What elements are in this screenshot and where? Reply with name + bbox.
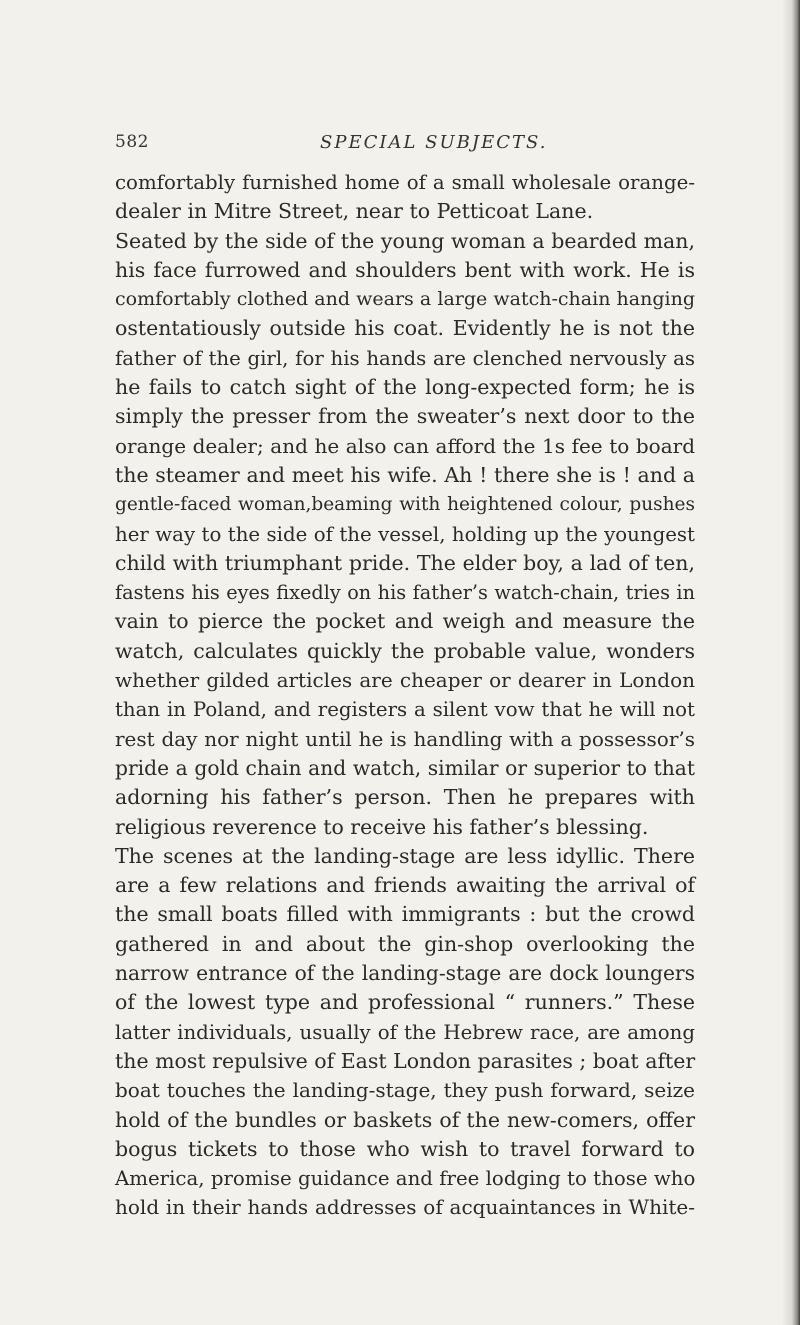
text-line: pride a gold chain and watch, similar or superior to that <box>115 755 695 780</box>
text-line: her way to the side of the vessel, holding up the youngest <box>115 522 695 546</box>
page-number: 582 <box>115 132 149 152</box>
page-header <box>115 132 685 158</box>
body-text <box>115 168 695 1223</box>
text-line: hold in their hands addresses of acquaintances in White- <box>115 1195 695 1220</box>
text-line: latter individuals, usually of the Hebrew race, are among <box>115 1020 695 1044</box>
text-line: dealer in Mitre Street, near to Petticoat Lane. <box>115 199 594 224</box>
text-line: ostentatiously outside his coat. Evidently he is not the <box>115 316 695 341</box>
text-line: Seated by the side of the young woman a bearded man, <box>115 228 695 253</box>
text-line: adorning his father’s person. Then he prepares with <box>115 785 695 810</box>
text-line: religious reverence to receive his father’s blessing. <box>115 814 649 839</box>
text-line: his face furrowed and shoulders bent with work. He is <box>115 257 695 282</box>
text-line: The scenes at the landing-stage are less idyllic. There <box>115 843 695 868</box>
running-head: SPECIAL SUBJECTS. <box>320 132 548 153</box>
text-line: father of the girl, for his hands are clenched nervously as <box>115 346 695 370</box>
text-line: gentle-faced woman,beaming with heightened colour, pushes <box>115 494 695 516</box>
text-line: narrow entrance of the landing-stage are dock loungers <box>115 961 695 986</box>
text-line: orange dealer; and he also can afford the 1s fee to board <box>115 433 695 458</box>
text-line: hold of the bundles or baskets of the new-comers, offer <box>115 1107 695 1132</box>
text-line: gathered in and about the gin-shop overlooking the <box>115 931 695 956</box>
text-line: bogus tickets to those who wish to travel forward to <box>115 1136 695 1161</box>
text-line: whether gilded articles are cheaper or dearer in London <box>115 668 695 693</box>
text-line: comfortably furnished home of a small wholesale orange- <box>115 171 695 194</box>
text-line: boat touches the landing-stage, they push forward, seize <box>115 1078 695 1103</box>
text-line: than in Poland, and registers a silent vow that he will not <box>115 698 695 722</box>
text-line: the small boats filled with immigrants : but the crowd <box>115 902 695 927</box>
text-line: comfortably clothed and wears a large watch-chain hanging <box>115 288 695 311</box>
text-line: the steamer and meet his wife. Ah ! there she is ! and a <box>115 462 695 487</box>
text-line: simply the presser from the sweater’s next door to the <box>115 404 695 429</box>
text-line: the most repulsive of East London parasites ; boat after <box>115 1048 696 1073</box>
text-line: are a few relations and friends awaiting the arrival of <box>115 873 695 898</box>
text-line: of the lowest type and professional “ runners.” These <box>115 990 695 1015</box>
text-line: rest day nor night until he is handling with a possessor’s <box>115 726 695 751</box>
text-line: fastens his eyes fixedly on his father’s watch-chain, tries in <box>115 581 695 605</box>
text-line: child with triumphant pride. The elder boy, a lad of ten, <box>115 550 695 575</box>
text-line: vain to pierce the pocket and weigh and measure the <box>115 609 695 634</box>
page-edge-shadow <box>782 0 800 1325</box>
text-line: America, promise guidance and free lodging to those who <box>115 1167 696 1191</box>
text-line: watch, calculates quickly the probable value, wonders <box>115 638 695 663</box>
text-line: he fails to catch sight of the long-expected form; he is <box>115 375 695 400</box>
